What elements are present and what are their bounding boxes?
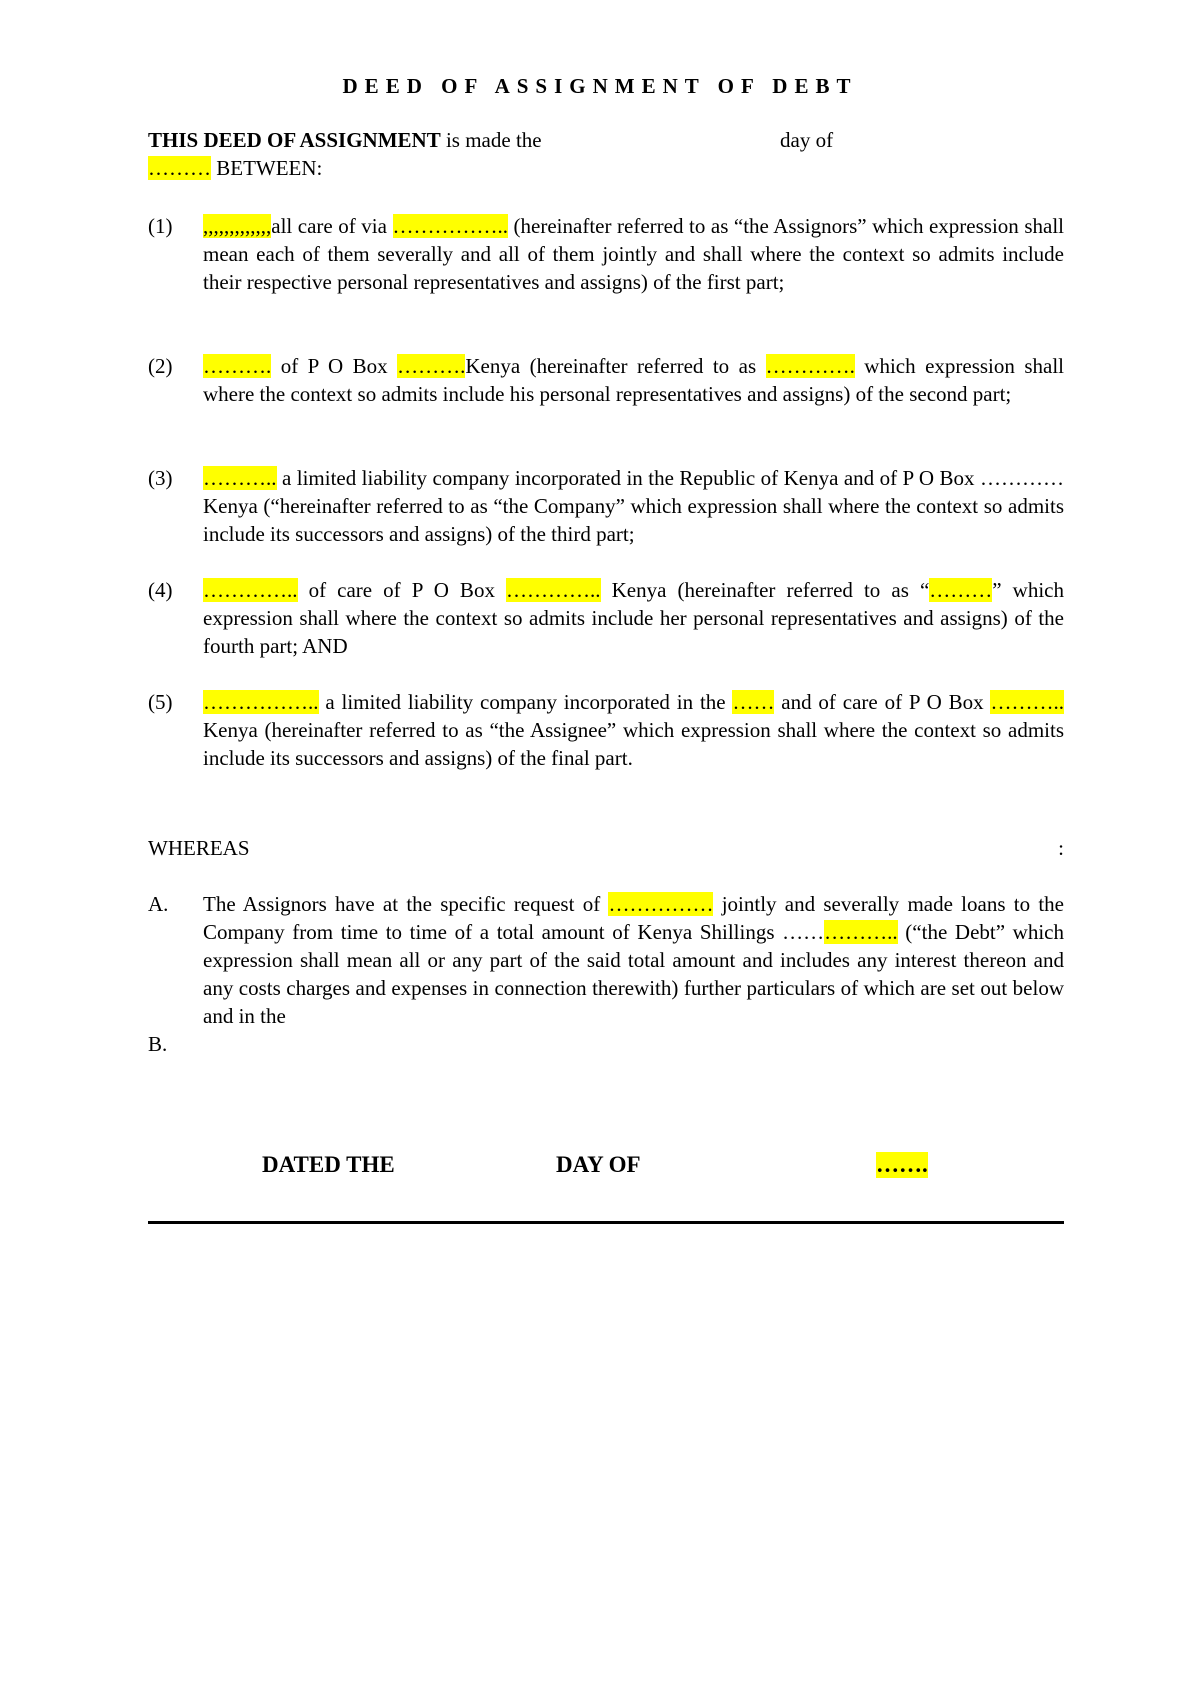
- blank-field: ………: [929, 578, 993, 602]
- intro-lead: THIS DEED OF ASSIGNMENT: [148, 128, 441, 152]
- party-4: [148, 576, 1064, 660]
- blank-field: ………..: [990, 690, 1064, 714]
- blank-field: ……….: [397, 354, 466, 378]
- whereas-colon: :: [1058, 836, 1064, 860]
- party-3: [148, 464, 1064, 548]
- blank-field: ……………..: [392, 214, 509, 238]
- party-text-segment: a limited liability company incorporated in the Republic of Kenya and of P O Box ………… Kenya (“hereinafter referred to as “the Company” which expression shall where the context so admits include its successors and assigns) of the third part;: [203, 466, 1064, 546]
- recital-letter: B.: [148, 1032, 168, 1056]
- recital-text-segment: jointly and severally made loans to the Company from time to time of a total amount of Kenya Shillings ……: [203, 892, 1065, 944]
- party-text: [203, 688, 1064, 772]
- recital-text-segment: (“the Debt” which expression shall mean all or any part of the said total amount and includes any interest thereon and any costs charges and expenses in connection therewith) further particulars of which are set out below and in the: [203, 920, 1064, 1028]
- whereas-heading: [148, 834, 1064, 862]
- intro-line-2: [148, 154, 1064, 182]
- party-5: [148, 688, 1064, 772]
- party-text-segment: all care of via: [271, 214, 393, 238]
- whereas-label: WHEREAS: [148, 836, 250, 860]
- signature-rule: [148, 1221, 1064, 1224]
- intro-paragraph: [148, 126, 1064, 154]
- blank-field: ……: [732, 690, 775, 714]
- dated-the-label: DATED THE: [262, 1152, 395, 1177]
- intro-made-the: is made the: [440, 128, 542, 152]
- party-text-segment: (hereinafter referred to as “the Assignors” which expression shall mean each of them severally and all of them jointly and shall where the context so admits include their respective personal representatives and assigns) of the first part;: [203, 214, 1065, 294]
- party-2: [148, 352, 1064, 408]
- dated-blank: …….: [876, 1152, 928, 1177]
- blank-field: …………..: [203, 578, 298, 602]
- intro-day-of: day of: [780, 128, 834, 152]
- party-number: (1): [148, 214, 173, 238]
- party-number: (2): [148, 354, 173, 378]
- party-text-segment: which expression shall where the context so admits include his personal representatives and assigns) of the second part;: [203, 354, 1064, 406]
- blank-field: ……………: [608, 892, 714, 916]
- party-text: [203, 352, 1064, 408]
- blank-field: ,,,,,,,,,,,,,: [203, 214, 272, 238]
- recital-text: [203, 890, 1064, 1030]
- party-number: (5): [148, 690, 173, 714]
- party-text: [203, 464, 1064, 548]
- blank-field: ……….: [203, 354, 272, 378]
- party-text-segment: Kenya (hereinafter referred to as “the Assignee” which expression shall where the context so admits include its successors and assigns) of the final part.: [203, 718, 1064, 770]
- party-text-segment: of care of P O Box: [297, 578, 507, 602]
- dated-day-of-label: DAY OF: [556, 1152, 641, 1177]
- party-text-segment: ” which expression shall where the context so admits include her personal representatives and assigns) of the fourth part; AND: [203, 578, 1064, 658]
- intro-between: BETWEEN:: [211, 156, 323, 180]
- blank-field: …………..: [506, 578, 601, 602]
- recital-text-segment: The Assignors have at the specific request of: [203, 892, 609, 916]
- party-text: [203, 212, 1064, 296]
- blank-field: ……………..: [203, 690, 319, 714]
- party-text-segment: and of care of P O Box: [774, 690, 991, 714]
- recital-letter: A.: [148, 892, 169, 916]
- party-text-segment: Kenya (hereinafter referred to as: [465, 354, 766, 378]
- party-text-segment: a limited liability company incorporated in the: [318, 690, 733, 714]
- blank-field: ………..: [824, 920, 898, 944]
- party-1: [148, 212, 1064, 296]
- party-text: [203, 576, 1064, 660]
- blank-field: ………..: [203, 466, 277, 490]
- party-number: (4): [148, 578, 173, 602]
- party-number: (3): [148, 466, 173, 490]
- party-text-segment: Kenya (hereinafter referred to as “: [600, 578, 930, 602]
- document-title: DEED OF ASSIGNMENT OF DEBT: [342, 74, 858, 98]
- intro-blank: ………: [148, 156, 211, 180]
- recital-a: [148, 890, 1064, 1030]
- blank-field: ………….: [765, 354, 855, 378]
- party-text-segment: of P O Box: [271, 354, 398, 378]
